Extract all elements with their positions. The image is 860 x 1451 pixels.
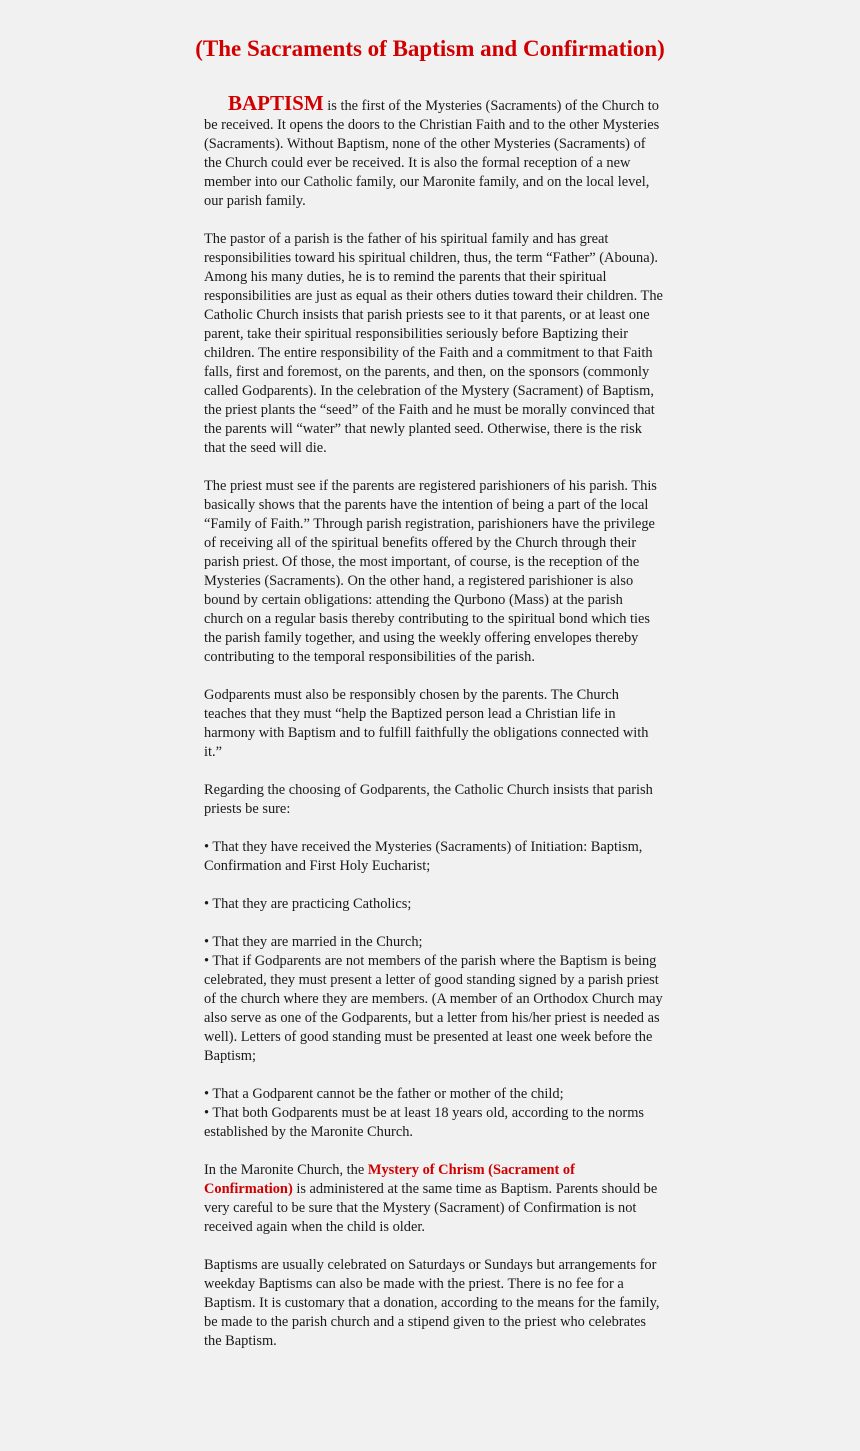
bullet-letter: • That if Godparents are not members of the parish where the Baptism is being celebrated, they must present a letter of good standing signed by a parish priest of the church where they are members. (A member of an Orthodox Church may also serve as one of the Godparents, but a letter from his/her priest is needed as well). Letters of good standing must be presented at least one week before the Baptism; [204,953,663,1064]
chrism-paragraph [204,1161,664,1237]
bullet-age: • That both Godparents must be at least 18 years old, according to the norms established by the Maronite Church. [204,1105,644,1140]
intro-text: is the first of the Mysteries (Sacraments) of the Church to be received. It opens the doors to the Christian Faith and to the other Mysteries (Sacraments). Without Baptism, none of the other Mysteries (Sacraments) of the Church could ever be received. It is also the formal reception of a new member into our Catholic family, our Maronite family, and on the local level, our parish family. [204,98,660,209]
bullet-practicing: • That they are practicing Catholics; [204,896,412,912]
godparents-paragraph: Godparents must also be responsibly chosen by the parents. The Church teaches that they must “help the Baptized person lead a Christian life in harmony with Baptism and to fulfill faithfully the obligations connected with it.” [204,687,649,760]
bullet-married: • That they are married in the Church; [204,934,423,950]
document-body [204,91,664,1370]
chrism-text-before: In the Maronite Church, the [204,1162,368,1178]
baptism-lead-word: BAPTISM [228,91,324,115]
page-title: (The Sacraments of Baptism and Confirmation) [195,36,665,61]
closing-paragraph: Baptisms are usually celebrated on Saturdays or Sundays but arrangements for weekday Baptisms can also be made with the priest. There is no fee for a Baptism. It is customary that a donation, according to the means for the family, be made to the parish church and a stipend given to the priest who celebrates the Baptism. [204,1257,660,1349]
chrism-text-after: is administered at the same time as Baptism. Parents should be very careful to be sure that the Mystery (Sacrament) of Confirmation is not received again when the child is older. [204,1181,658,1235]
registration-paragraph: The priest must see if the parents are registered parishioners of his parish. This basically shows that the parents have the intention of being a part of the local “Family of Faith.” Through parish registration, parishioners have the privilege of receiving all of the spiritual benefits offered by the Church through their parish priest. Of those, the most important, of course, is the reception of the Mysteries (Sacraments). On the other hand, a registered parishioner is also bound by certain obligations: attending the Qurbono (Mass) at the parish church on a regular basis thereby contributing to the spiritual bond which ties the parish family together, and using the weekly offering envelopes thereby contributing to the temporal responsibilities of the parish. [204,478,657,665]
intro-paragraph [204,91,664,211]
bullet-not-parent: • That a Godparent cannot be the father or mother of the child; [204,1086,564,1102]
bullet-initiation: • That they have received the Mysteries (Sacraments) of Initiation: Baptism, Confirmation and First Holy Eucharist; [204,839,643,874]
pastor-paragraph: The pastor of a parish is the father of his spiritual family and has great responsibilities toward his spiritual children, thus, the term “Father” (Abouna). Among his many duties, he is to remind the parents that their spiritual responsibilities are just as equal as their others duties toward their children. The Catholic Church insists that parish priests see to it that parents, or at least one parent, take their spiritual responsibilities seriously before Baptizing their children. The entire responsibility of the Faith and a commitment to that Faith falls, first and foremost, on the parents, and then, on the sponsors (commonly called Godparents). In the celebration of the Mystery (Sacrament) of Baptism, the priest plants the “seed” of the Faith and he must be morally convinced that the parents will “water” that newly planted seed. Otherwise, there is the risk that the seed will die. [204,231,663,456]
choosing-paragraph: Regarding the choosing of Godparents, the Catholic Church insists that parish priests be sure: [204,782,653,817]
chrism-highlight: Mystery of Chrism (Sacrament of Confirmation) [204,1162,575,1197]
